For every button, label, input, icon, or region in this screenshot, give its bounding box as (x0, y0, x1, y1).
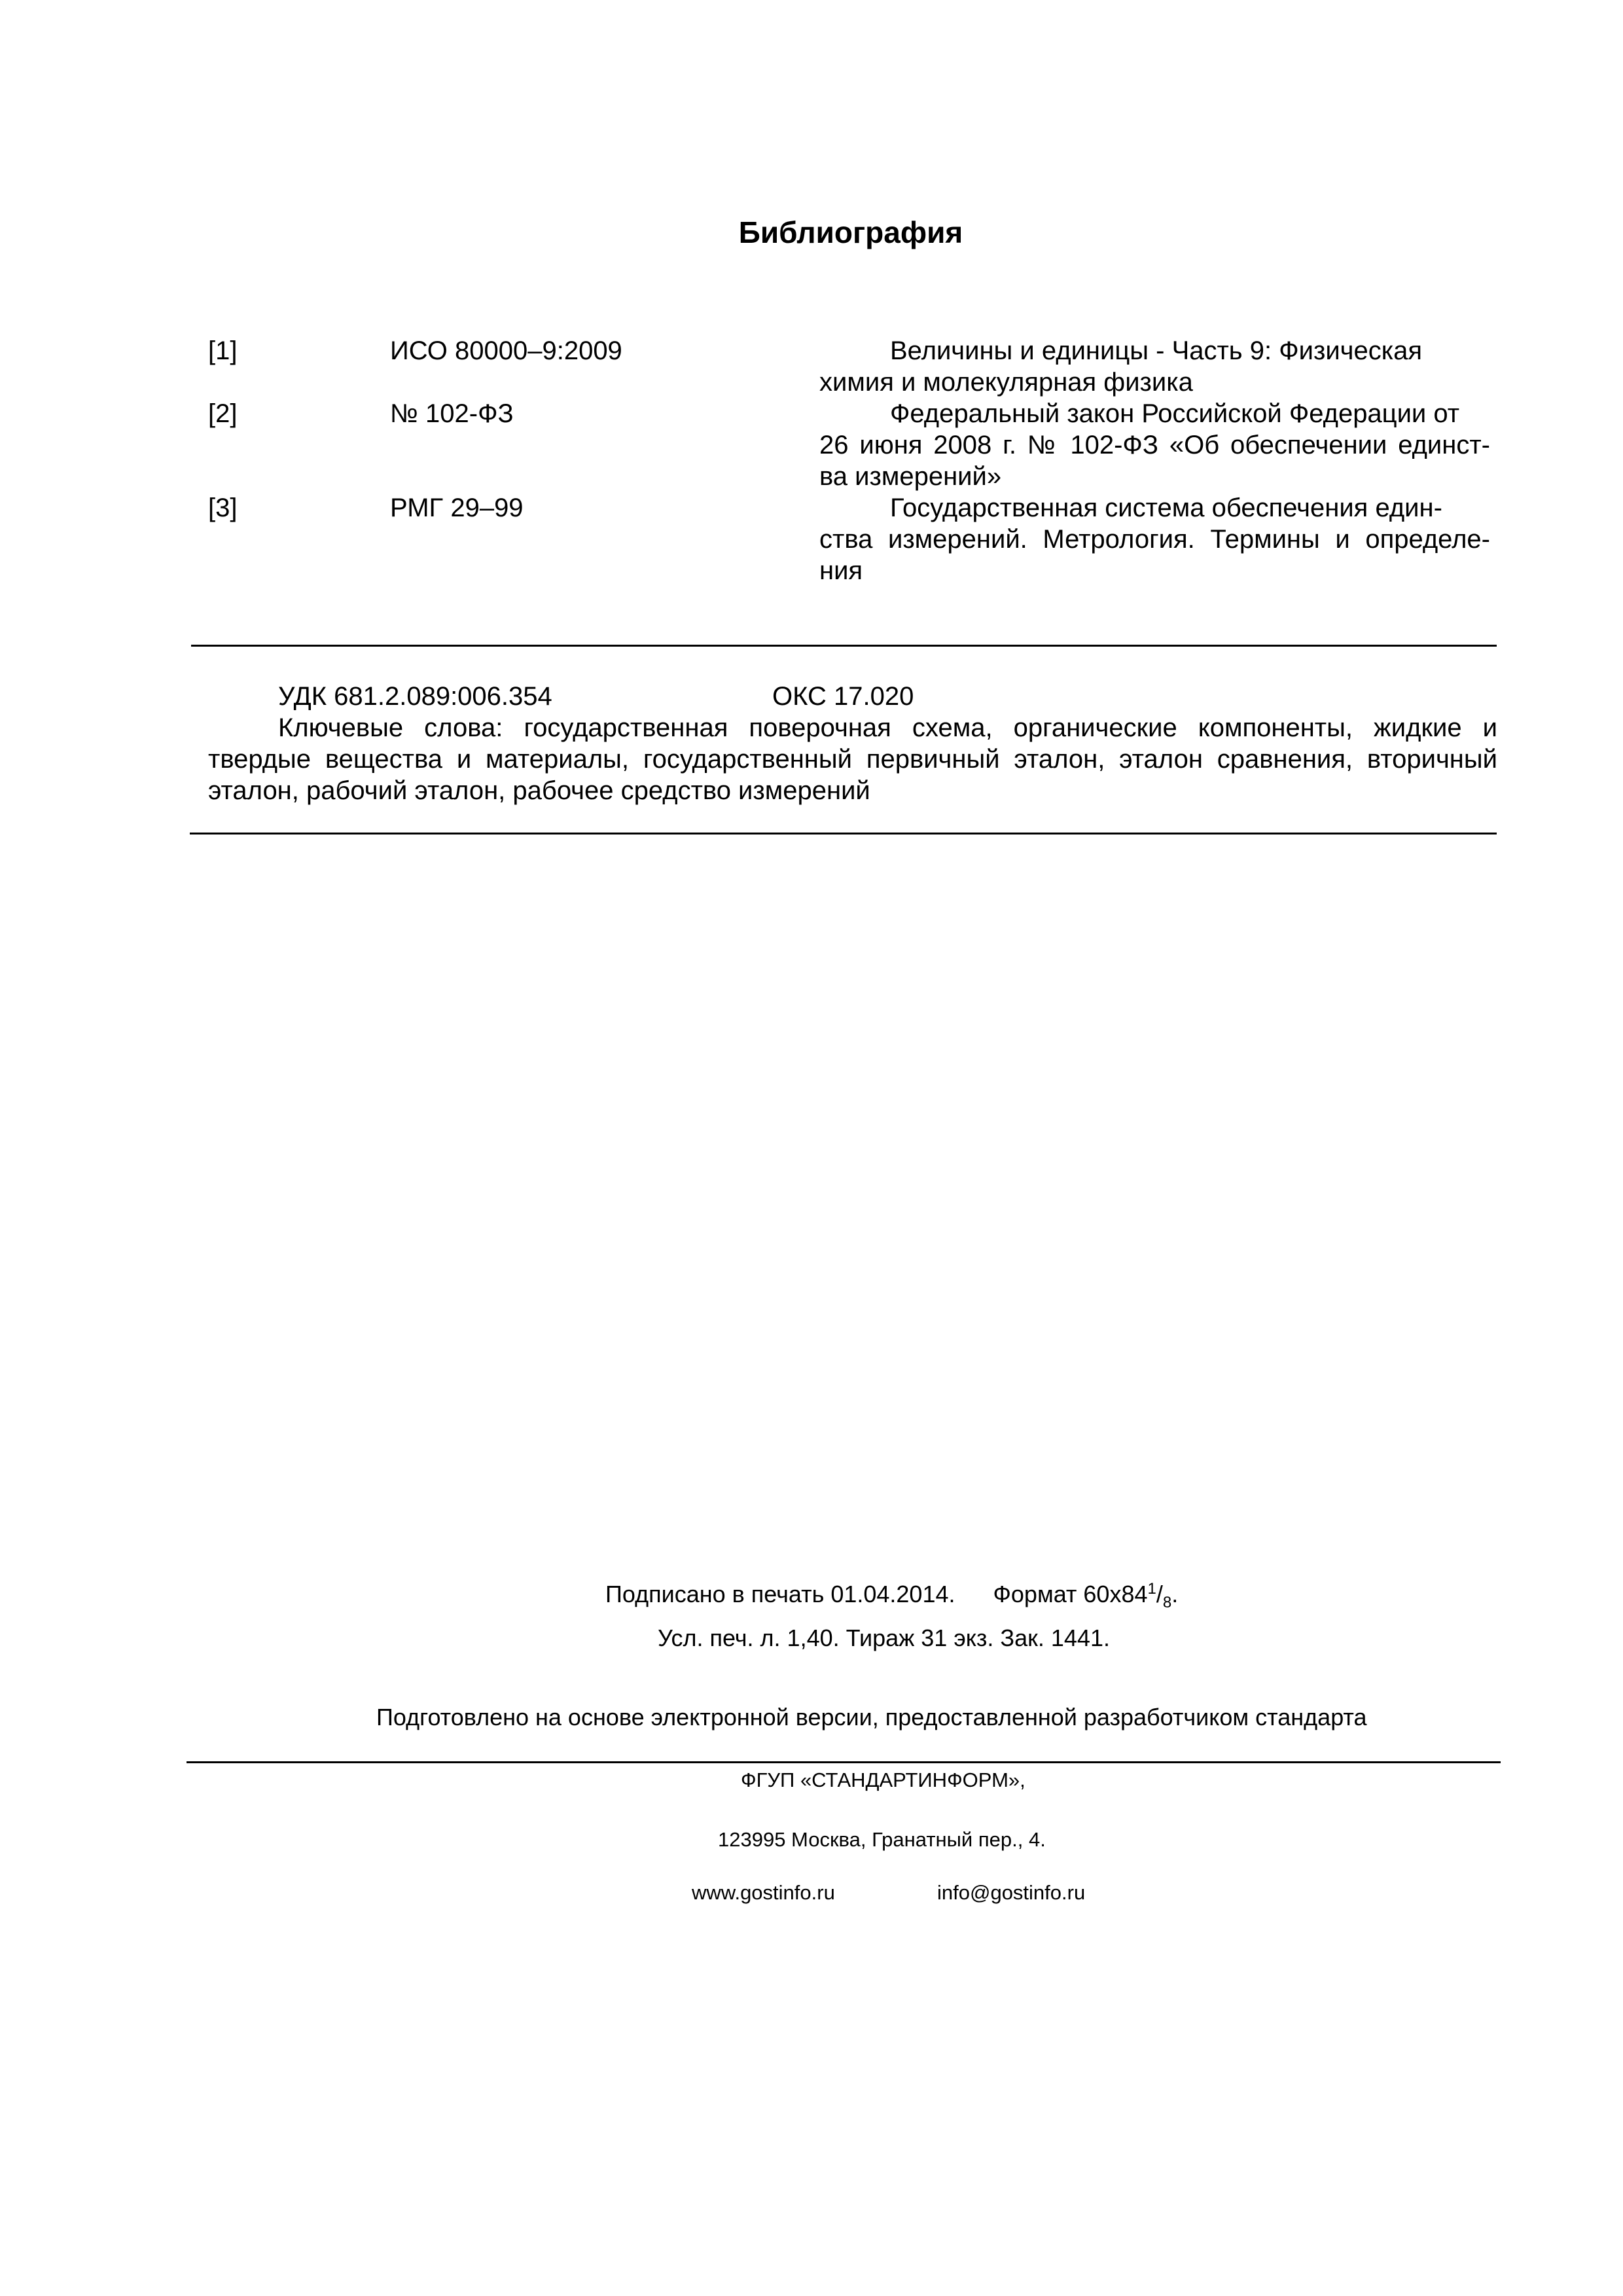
imprint-print-details: Усл. печ. л. 1,40. Тираж 31 экз. Зак. 1441. (658, 1624, 1110, 1651)
oks-code: ОКС 17.020 (772, 682, 914, 711)
udk-code: УДК 681.2.089:006.354 (278, 682, 552, 711)
bib-entry-code: РМГ 29–99 (390, 493, 524, 522)
bib-entry-description (819, 492, 1490, 586)
imprint-signed-date: Подписано в печать 01.04.2014. (605, 1581, 955, 1607)
bib-desc-line: Федеральный закон Российской Федерации от (890, 399, 1460, 428)
bib-entry-number: [3] (208, 493, 238, 522)
keywords (208, 712, 1497, 806)
page-title: Библиография (738, 215, 963, 249)
imprint-signed (605, 1580, 1178, 1612)
bib-entry-number: [2] (208, 399, 238, 428)
publisher-website[interactable]: www.gostinfo.ru (692, 1881, 835, 1904)
bib-desc-line: ства измерений. Метрология. Термины и определе- (819, 525, 1490, 554)
imprint-format-numerator: 1 (1147, 1580, 1156, 1598)
publisher-email[interactable]: info@gostinfo.ru (937, 1881, 1086, 1904)
bib-entry-description (819, 398, 1490, 492)
imprint-format-label: Формат 60x84 (993, 1581, 1148, 1607)
publisher-name: ФГУП «СТАНДАРТИНФОРМ», (741, 1768, 1026, 1791)
separator-rule (190, 833, 1497, 834)
bib-entry-number: [1] (208, 336, 238, 365)
bib-desc-line: Государственная система обеспечения един- (890, 493, 1442, 522)
bib-desc-line: ва измерений» (819, 462, 1002, 491)
imprint-format-suffix: . (1171, 1581, 1179, 1607)
separator-rule (187, 1761, 1501, 1763)
publisher-address: 123995 Москва, Гранатный пер., 4. (718, 1828, 1046, 1851)
bib-desc-line: ния (819, 556, 863, 585)
bib-desc-line: химия и молекулярная физика (819, 368, 1193, 397)
keywords-line: твердые вещества и материалы, государственный первичный эталон, эталон сравнения, вторичный (208, 745, 1497, 774)
separator-rule (191, 645, 1497, 647)
bib-desc-line: 26 июня 2008 г. № 102-ФЗ «Об обеспечении единст- (819, 431, 1490, 459)
keywords-line: Ключевые слова: государственная поверочная схема, органические компоненты, жидкие и (278, 713, 1497, 742)
imprint-prepared-note: Подготовлено на основе электронной версии, предоставленной разработчиком стандарта (376, 1704, 1367, 1731)
bib-entry-code: № 102-ФЗ (390, 399, 514, 428)
keywords-line: эталон, рабочий эталон, рабочее средство измерений (208, 776, 870, 805)
imprint-format: Формат $60x84^1/_8$. (993, 1580, 1179, 1612)
bib-desc-line: Величины и единицы - Часть 9: Физическая (890, 336, 1423, 365)
bib-entry-description (819, 335, 1490, 398)
imprint-format-denominator: 8 (1162, 1594, 1172, 1612)
bib-entry-code: ИСО 80000–9:2009 (390, 336, 622, 365)
